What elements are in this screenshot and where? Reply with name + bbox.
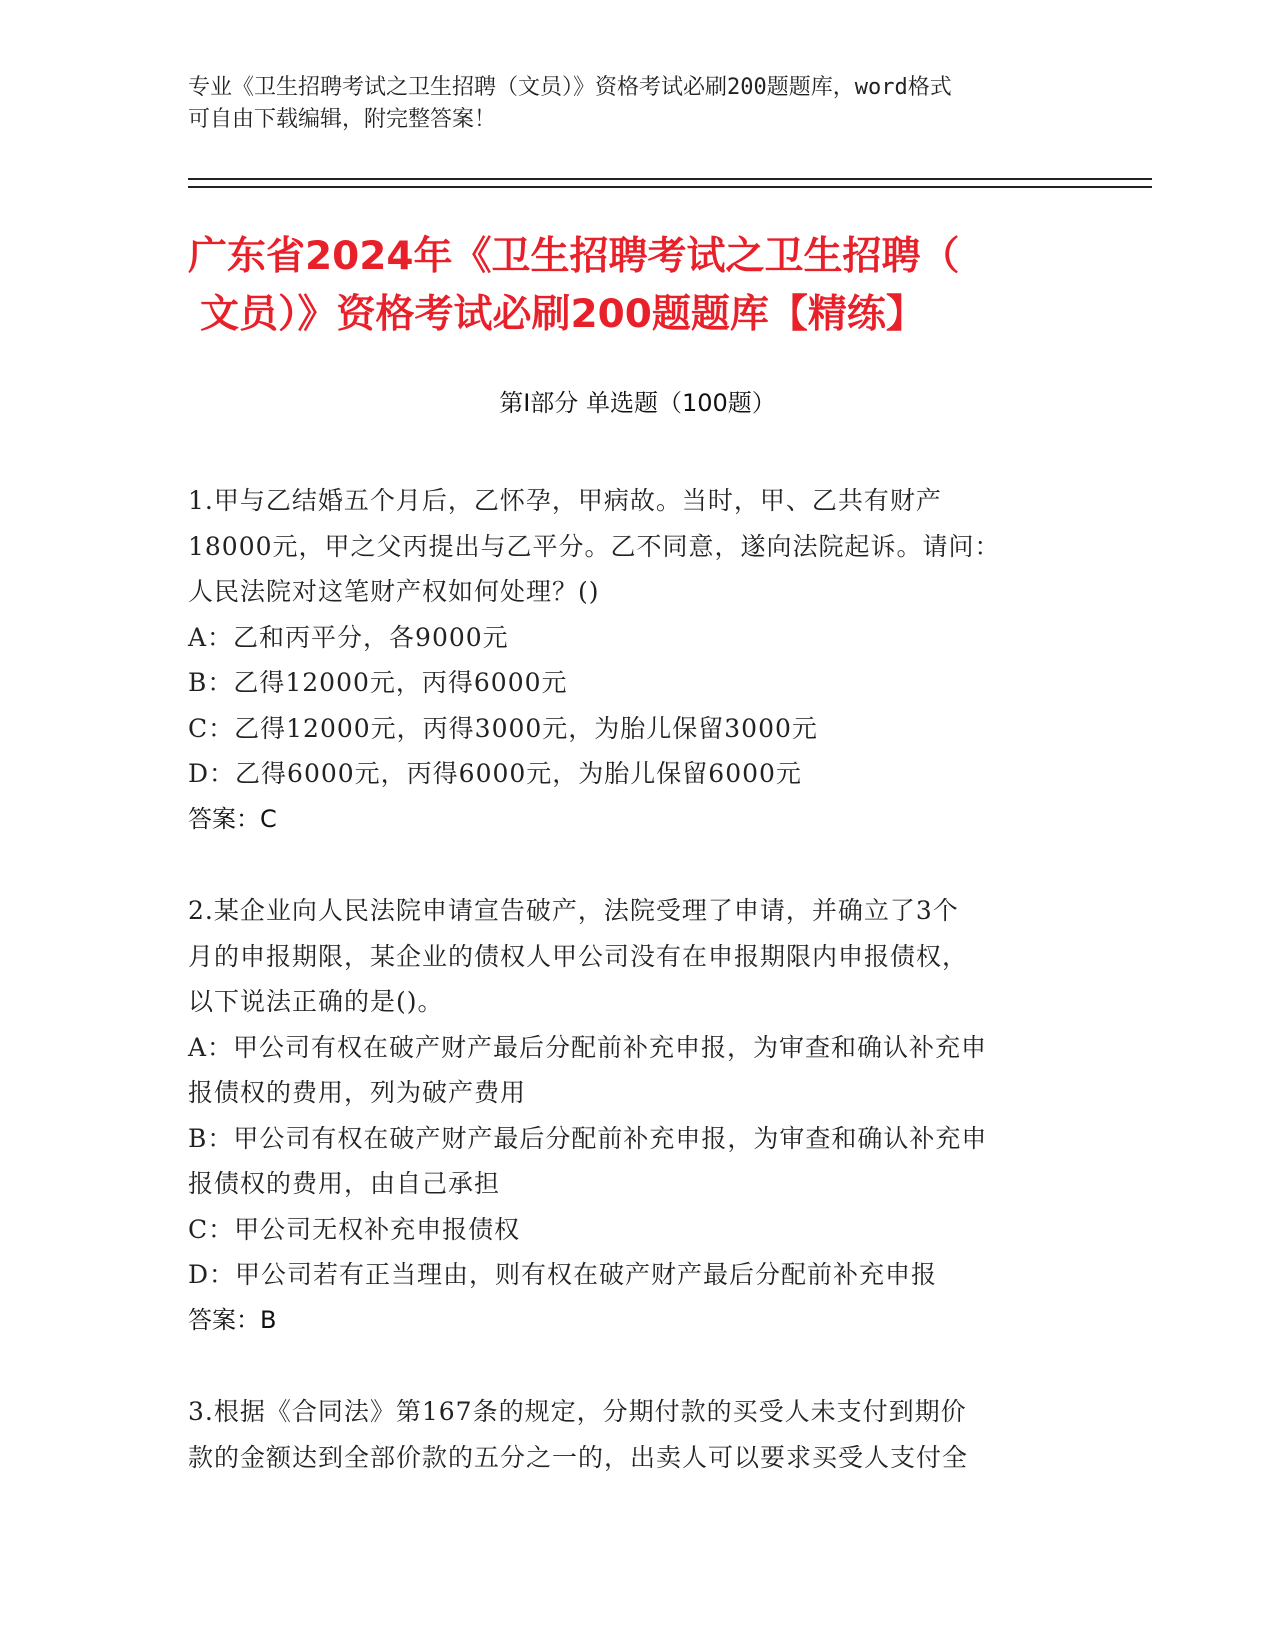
- question-2: [188, 888, 1088, 1343]
- question-text-line: 人民法院对这笔财产权如何处理？(): [188, 577, 600, 606]
- section-title: 第Ⅰ部分 单选题（100题）: [499, 389, 776, 417]
- header-rule-bottom: [188, 186, 1152, 188]
- document-title: [188, 228, 1088, 344]
- question-3: [188, 1389, 1088, 1480]
- option-d: D：乙得6000元，丙得6000元，为胎儿保留6000元: [188, 759, 802, 788]
- option-a: A：乙和丙平分，各9000元: [188, 622, 509, 652]
- question-text-line: 18000元，甲之父丙提出与乙平分。乙不同意，遂向法院起诉。请问：: [188, 531, 1001, 561]
- option-b-continued: 报债权的费用，由自己承担: [188, 1169, 501, 1198]
- header-note-line-1: 专业《卫生招聘考试之卫生招聘（文员）》资格考试必刷200题题库，word格式: [188, 75, 952, 100]
- question-text-line: 2.某企业向人民法院申请宣告破产，法院受理了申请，并确立了3个: [188, 896, 959, 925]
- document-title-line-1: 广东省2024年《卫生招聘考试之卫生招聘（: [188, 234, 960, 279]
- document-title-line-2: 文员）》资格考试必刷200题题库【精练】: [200, 292, 925, 337]
- question-text-line: 3.根据《合同法》第167条的规定，分期付款的买受人未支付到期价: [188, 1397, 967, 1426]
- question-list: [188, 478, 1088, 1526]
- header-note-line-2: 可自由下载编辑，附完整答案！: [188, 107, 497, 132]
- header-note: [188, 72, 1088, 136]
- question-text-line: 1.甲与乙结婚五个月后，乙怀孕，甲病故。当时，甲、乙共有财产: [188, 486, 942, 515]
- header-rule-top: [188, 178, 1152, 180]
- question-text-line: 款的金额达到全部价款的五分之一的，出卖人可以要求买受人支付全: [188, 1442, 969, 1472]
- question-text-line: 以下说法正确的是()。: [188, 987, 444, 1016]
- option-c: C：乙得12000元，丙得3000元，为胎儿保留3000元: [188, 713, 818, 743]
- option-b: B：乙得12000元，丙得6000元: [188, 668, 568, 697]
- option-b: B：甲公司有权在破产财产最后分配前补充申报，为审查和确认补充申: [188, 1123, 988, 1153]
- question-1: [188, 478, 1088, 842]
- question-text-line: 月的申报期限，某企业的债权人甲公司没有在申报期限内申报债权，: [188, 941, 969, 971]
- option-a: A：甲公司有权在破产财产最后分配前补充申报，为审查和确认补充申: [188, 1032, 988, 1062]
- option-a-continued: 报债权的费用，列为破产费用: [188, 1078, 527, 1107]
- option-c: C：甲公司无权补充申报债权: [188, 1214, 521, 1244]
- answer-line: 答案：B: [188, 1305, 277, 1334]
- answer-line: 答案：C: [188, 804, 277, 833]
- option-d: D：甲公司若有正当理由，则有权在破产财产最后分配前补充申报: [188, 1260, 938, 1289]
